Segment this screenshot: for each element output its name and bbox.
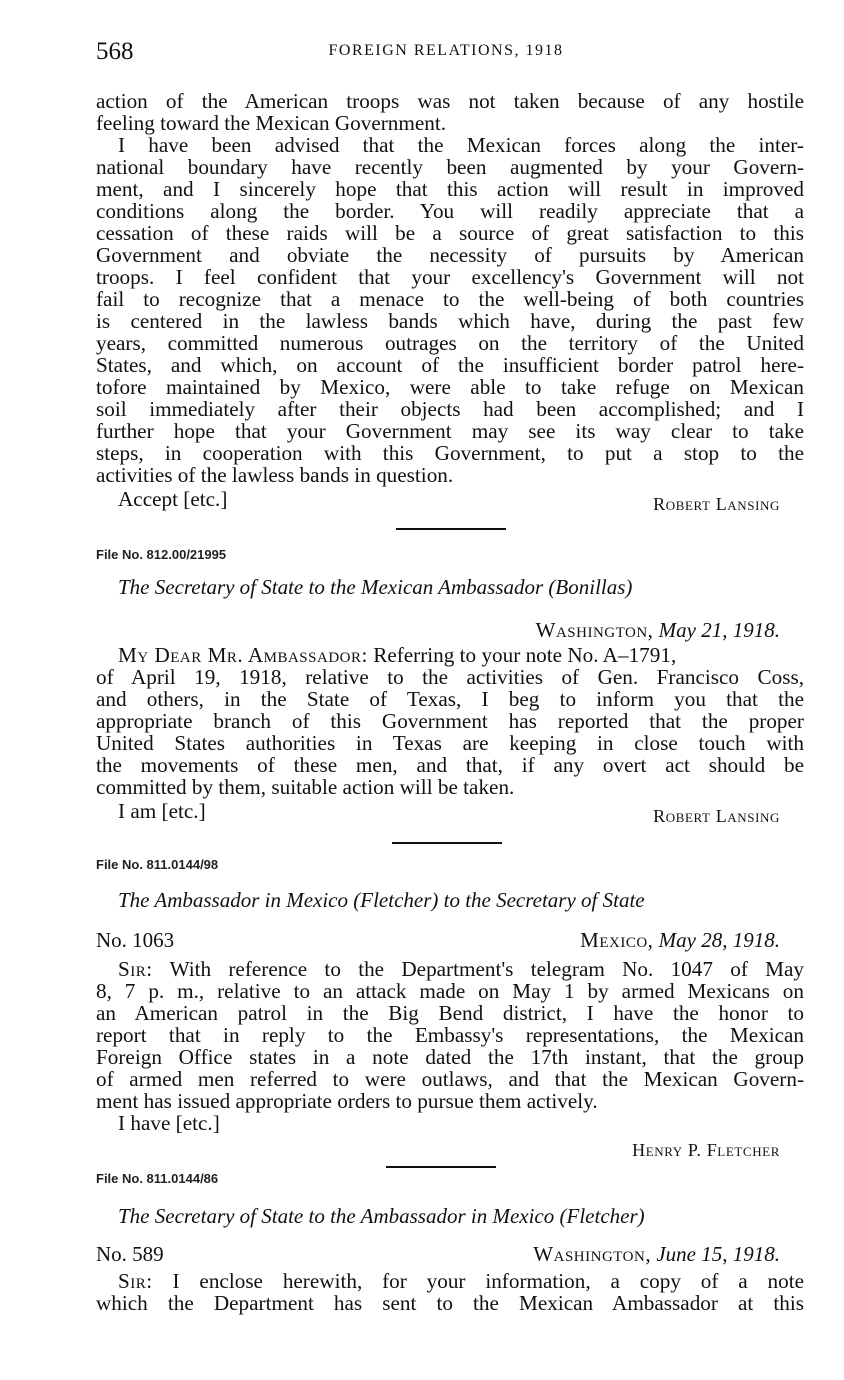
instruction-number: No. 589 bbox=[96, 1242, 164, 1266]
file-number: File No. 811.0144/98 bbox=[96, 857, 219, 872]
document-title: The Secretary of State to the Mexican Ambassador (Bonillas) bbox=[118, 575, 633, 599]
body-line: an American patrol in the Big Bend district, I have the honor to bbox=[96, 1001, 804, 1025]
signature: Robert Lansing bbox=[653, 806, 780, 826]
dateline-date: May 21, 1918. bbox=[658, 618, 780, 642]
body-line: cessation of these raids will be a source of great satisfaction to this bbox=[96, 221, 804, 245]
body-line: of April 19, 1918, relative to the activities of Gen. Francisco Coss, bbox=[96, 665, 804, 689]
body-line: steps, in cooperation with this Government, to put a stop to the bbox=[96, 441, 804, 465]
body-text: I enclose herewith, for your information, a copy of a note bbox=[172, 1269, 805, 1293]
dateline-place: Mexico, bbox=[580, 928, 654, 952]
body-line: is centered in the lawless bands which have, during the past few bbox=[96, 309, 804, 333]
body-line: activities of the lawless bands in question. bbox=[96, 463, 454, 487]
salutation-line bbox=[118, 1270, 804, 1292]
despatch-number: No. 1063 bbox=[96, 928, 175, 952]
body-line: feeling toward the Mexican Government. bbox=[96, 111, 447, 135]
closing: Accept [etc.] bbox=[118, 487, 228, 511]
body-line: Foreign Office states in a note dated the 17th instant, that the group bbox=[96, 1045, 804, 1069]
file-number: File No. 811.0144/86 bbox=[96, 1171, 219, 1186]
dateline bbox=[580, 928, 780, 953]
body-line: ment, and I sincerely hope that this action will result in improved bbox=[96, 177, 804, 201]
page-header bbox=[96, 38, 796, 68]
body-line: soil immediately after their objects had been accomplished; and I bbox=[96, 397, 804, 421]
salutation-line bbox=[118, 958, 804, 980]
body-line: national boundary have recently been augmented by your Govern- bbox=[96, 155, 804, 179]
body-line: conditions along the border. You will readily appreciate that a bbox=[96, 199, 804, 223]
body-line: action of the American troops was not taken because of any hostile bbox=[96, 89, 804, 113]
body-line: report that in reply to the Embassy's representations, the Mexican bbox=[96, 1023, 804, 1047]
file-number: File No. 812.00/21995 bbox=[96, 547, 227, 562]
closing: I am [etc.] bbox=[118, 799, 206, 823]
salutation: Sir: bbox=[118, 957, 153, 981]
body-text: Referring to your note No. A–1791, bbox=[373, 643, 677, 667]
dateline-place: Washington, bbox=[533, 1242, 652, 1266]
dateline-place: Washington, bbox=[535, 618, 654, 642]
document-title: The Ambassador in Mexico (Fletcher) to the Secretary of State bbox=[118, 888, 645, 912]
body-line: years, committed numerous outrages on the territory of the United bbox=[96, 331, 804, 355]
body-line: tofore maintained by Mexico, were able to take refuge on Mexican bbox=[96, 375, 804, 399]
page-number: 568 bbox=[96, 38, 134, 65]
body-line: committed by them, suitable action will be taken. bbox=[96, 775, 515, 799]
dateline bbox=[536, 618, 780, 643]
salutation-line bbox=[118, 644, 804, 666]
body-line: appropriate branch of this Government has reported that the proper bbox=[96, 709, 804, 733]
salutation: My Dear Mr. Ambassador: bbox=[118, 643, 368, 667]
body-line: which the Department has sent to the Mexican Ambassador at this bbox=[96, 1291, 804, 1315]
salutation: Sir: bbox=[118, 1269, 153, 1293]
body-line: the movements of these men, and that, if any overt act should be bbox=[96, 753, 804, 777]
body-line: 8, 7 p. m., relative to an attack made on May 1 by armed Mexicans on bbox=[96, 979, 804, 1003]
body-line: States, and which, on account of the insufficient border patrol here- bbox=[96, 353, 804, 377]
signature: Henry P. Fletcher bbox=[632, 1140, 780, 1160]
body-line: I have been advised that the Mexican forces along the inter- bbox=[118, 133, 804, 157]
section-divider bbox=[392, 842, 502, 844]
body-line: of armed men referred to were outlaws, and that the Mexican Govern- bbox=[96, 1067, 804, 1091]
body-line: troops. I feel confident that your excellency's Government will not bbox=[96, 265, 804, 289]
signature: Robert Lansing bbox=[653, 494, 780, 514]
body-line: fail to recognize that a menace to the well-being of both countries bbox=[96, 287, 804, 311]
closing: I have [etc.] bbox=[118, 1111, 220, 1135]
body-line: further hope that your Government may see its way clear to take bbox=[96, 419, 804, 443]
body-line: Government and obviate the necessity of pursuits by American bbox=[96, 243, 804, 267]
section-divider bbox=[396, 528, 506, 530]
dateline-date: June 15, 1918. bbox=[656, 1242, 780, 1266]
body-text: With reference to the Department's telegram No. 1047 of May bbox=[169, 957, 804, 981]
body-line: and others, in the State of Texas, I beg to inform you that the bbox=[96, 687, 804, 711]
body-line: United States authorities in Texas are keeping in close touch with bbox=[96, 731, 804, 755]
body-line: ment has issued appropriate orders to pursue them actively. bbox=[96, 1089, 598, 1113]
section-divider bbox=[386, 1166, 496, 1168]
running-title: FOREIGN RELATIONS, 1918 bbox=[328, 42, 564, 59]
dateline-date: May 28, 1918. bbox=[658, 928, 780, 952]
dateline bbox=[533, 1242, 780, 1267]
document-title: The Secretary of State to the Ambassador in Mexico (Fletcher) bbox=[118, 1204, 645, 1228]
